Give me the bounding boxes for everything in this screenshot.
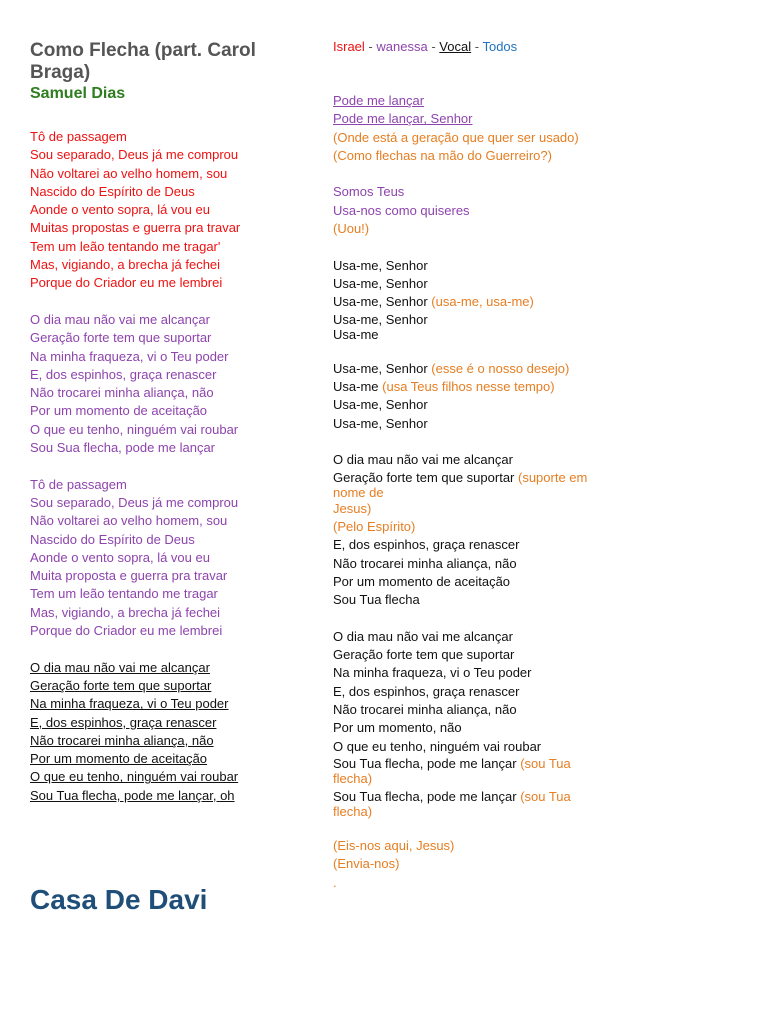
legend-separator: - bbox=[431, 39, 436, 54]
lyric-line: Usa-nos como quiseres bbox=[333, 202, 470, 218]
lyric-line: E, dos espinhos, graça renascer bbox=[333, 683, 520, 699]
lyric-line bbox=[333, 470, 591, 500]
lyric-text: Usa-me, Senhor bbox=[333, 360, 428, 376]
lyric-line: Não trocarei minha aliança, não bbox=[30, 732, 214, 748]
stanza-gap bbox=[30, 293, 305, 311]
lyric-line: Jesus) bbox=[333, 500, 372, 516]
lyric-line bbox=[333, 360, 598, 378]
lyric-line: O que eu tenho, ninguém vai roubar bbox=[333, 738, 542, 754]
backing-vocal: (sou Tua flecha) bbox=[333, 788, 571, 819]
backing-vocal: (sou Tua flecha) bbox=[333, 755, 571, 786]
stanza-3 bbox=[30, 476, 305, 641]
lyric-line: Por um momento de aceitação bbox=[30, 403, 208, 419]
legend-israel: Israel bbox=[333, 39, 365, 54]
artist-name: Samuel Dias bbox=[30, 85, 126, 102]
stanza-2 bbox=[30, 311, 305, 457]
lyric-line: (Uou!) bbox=[333, 221, 370, 237]
song-title: Como Flecha (part. Carol Braga) bbox=[30, 40, 256, 83]
lyric-line: Por um momento de aceitação bbox=[30, 751, 208, 767]
lyric-line: Não voltarei ao velho homem, sou bbox=[30, 165, 228, 181]
lyric-text: Sou Tua flecha, pode me lançar bbox=[333, 755, 517, 771]
lyric-line: Na minha fraqueza, vi o Teu poder bbox=[30, 696, 229, 712]
lyric-line: Muitas propostas e guerra pra travar bbox=[30, 220, 241, 236]
legend-separator: - bbox=[474, 39, 480, 54]
lyric-line: O dia mau não vai me alcançar bbox=[333, 452, 513, 468]
lyric-line bbox=[333, 293, 598, 311]
lyric-line: O dia mau não vai me alcançar bbox=[30, 311, 210, 327]
lyric-line: Sou separado, Deus já me comprou bbox=[30, 147, 239, 163]
lyric-line: O que eu tenho, ninguém vai roubar bbox=[30, 769, 239, 785]
lyric-text: Usa-me, Senhor bbox=[333, 294, 428, 310]
lyric-line: Não trocarei minha aliança, não bbox=[333, 701, 517, 717]
lyric-line: O dia mau não vai me alcançar bbox=[333, 628, 513, 644]
stanza-gap bbox=[333, 238, 598, 256]
lyric-line: Sou Tua flecha, pode me lançar, oh bbox=[30, 787, 235, 803]
lyric-line: E, dos espinhos, graça renascer bbox=[30, 714, 217, 730]
lyric-line: Tô de passagem bbox=[30, 476, 127, 492]
lyric-line bbox=[333, 789, 583, 819]
lyric-line: E, dos espinhos, graça renascer bbox=[333, 537, 520, 553]
lyric-line: Somos Teus bbox=[333, 184, 405, 200]
lyric-line: Aonde o vento sopra, lá vou eu bbox=[30, 549, 210, 565]
lyric-line: Geração forte tem que suportar bbox=[30, 677, 212, 693]
lyric-line: Mas, vigiando, a brecha já fechei bbox=[30, 257, 221, 273]
lyric-line: Geração forte tem que suportar bbox=[30, 330, 212, 346]
lyric-line: Usa-me bbox=[333, 326, 379, 342]
lyric-line: Pode me lançar bbox=[333, 93, 425, 108]
legend-vocal: Vocal bbox=[439, 39, 472, 54]
lyric-line: (Como flechas na mão do Guerreiro?) bbox=[333, 147, 552, 163]
right-column bbox=[333, 38, 598, 892]
stanza-gap bbox=[333, 342, 598, 360]
stanza-gap bbox=[30, 457, 305, 475]
lyric-line: . bbox=[333, 874, 337, 890]
brand-title: Casa De Davi bbox=[30, 884, 208, 915]
lyric-line: Usa-me, Senhor bbox=[333, 311, 428, 327]
stanza-gap bbox=[333, 609, 598, 627]
lyric-line: Não trocarei minha aliança, não bbox=[30, 385, 214, 401]
backing-vocal: (esse é o nosso desejo) bbox=[431, 360, 570, 376]
lyric-line: Porque do Criador eu me lembrei bbox=[30, 275, 223, 291]
lyric-line: Mas, vigiando, a brecha já fechei bbox=[30, 604, 221, 620]
lyric-line: (Eis-nos aqui, Jesus) bbox=[333, 838, 455, 854]
lyric-line: (Envia-nos) bbox=[333, 856, 400, 872]
stanza-gap bbox=[30, 640, 305, 658]
lyric-line: Geração forte tem que suportar bbox=[333, 647, 515, 663]
lyric-line: (Onde está a geração que quer ser usado) bbox=[333, 129, 579, 145]
stanza-gap bbox=[333, 819, 598, 837]
lyric-line: Sou Tua flecha bbox=[333, 592, 420, 608]
lyric-line: O que eu tenho, ninguém vai roubar bbox=[30, 421, 239, 437]
lyric-line: Nascido do Espírito de Deus bbox=[30, 531, 195, 547]
stanza-gap bbox=[333, 165, 598, 183]
stanza-4 bbox=[30, 659, 305, 805]
lyric-line: (Pelo Espírito) bbox=[333, 518, 416, 534]
lyric-line: Usa-me, Senhor bbox=[333, 275, 428, 291]
lyric-line: Por um momento, não bbox=[333, 720, 462, 736]
lyric-line: Sou Sua flecha, pode me lançar bbox=[30, 440, 216, 456]
lyric-line: Não trocarei minha aliança, não bbox=[333, 555, 517, 571]
lyric-line: E, dos espinhos, graça renascer bbox=[30, 366, 217, 382]
backing-vocal: (usa Teus filhos nesse tempo) bbox=[382, 379, 555, 395]
lyric-line: Por um momento de aceitação bbox=[333, 573, 511, 589]
voice-legend bbox=[333, 38, 598, 56]
lyric-line: Na minha fraqueza, vi o Teu poder bbox=[333, 665, 532, 681]
legend-todos: Todos bbox=[482, 39, 518, 54]
stanza-gap bbox=[333, 433, 598, 451]
lyric-line: Muita proposta e guerra pra travar bbox=[30, 568, 228, 584]
legend-wanessa: wanessa bbox=[376, 39, 428, 54]
lyric-text: Geração forte tem que suportar bbox=[333, 469, 515, 485]
lyric-text: Usa-me bbox=[333, 379, 379, 395]
lyric-line: Na minha fraqueza, vi o Teu poder bbox=[30, 348, 229, 364]
legend-separator: - bbox=[368, 39, 373, 54]
lyric-line: Pode me lançar, Senhor bbox=[333, 111, 473, 127]
lyric-line bbox=[333, 756, 583, 786]
lyric-line: Aonde o vento sopra, lá vou eu bbox=[30, 202, 210, 218]
lyric-line: Usa-me, Senhor bbox=[333, 397, 428, 413]
lyric-line: Tem um leão tentando me tragar bbox=[30, 586, 218, 602]
lyric-line: Sou separado, Deus já me comprou bbox=[30, 494, 239, 510]
lyric-line: Porque do Criador eu me lembrei bbox=[30, 623, 223, 639]
lyric-line: Não voltarei ao velho homem, sou bbox=[30, 513, 228, 529]
lyric-line: O dia mau não vai me alcançar bbox=[30, 659, 210, 675]
lyric-line: Tem um leão tentando me tragar' bbox=[30, 238, 221, 254]
left-column bbox=[30, 40, 305, 805]
lyric-line bbox=[333, 378, 598, 396]
lyric-line: Nascido do Espírito de Deus bbox=[30, 183, 195, 199]
lyric-text: Sou Tua flecha, pode me lançar bbox=[333, 788, 517, 804]
stanza-1 bbox=[30, 128, 305, 293]
lyric-line: Usa-me, Senhor bbox=[333, 257, 428, 273]
lyric-line: Usa-me, Senhor bbox=[333, 415, 428, 431]
backing-vocal: (usa-me, usa-me) bbox=[431, 294, 534, 310]
lyric-line: Tô de passagem bbox=[30, 129, 127, 144]
backing-vocal: (suporte em nome de bbox=[333, 469, 588, 500]
